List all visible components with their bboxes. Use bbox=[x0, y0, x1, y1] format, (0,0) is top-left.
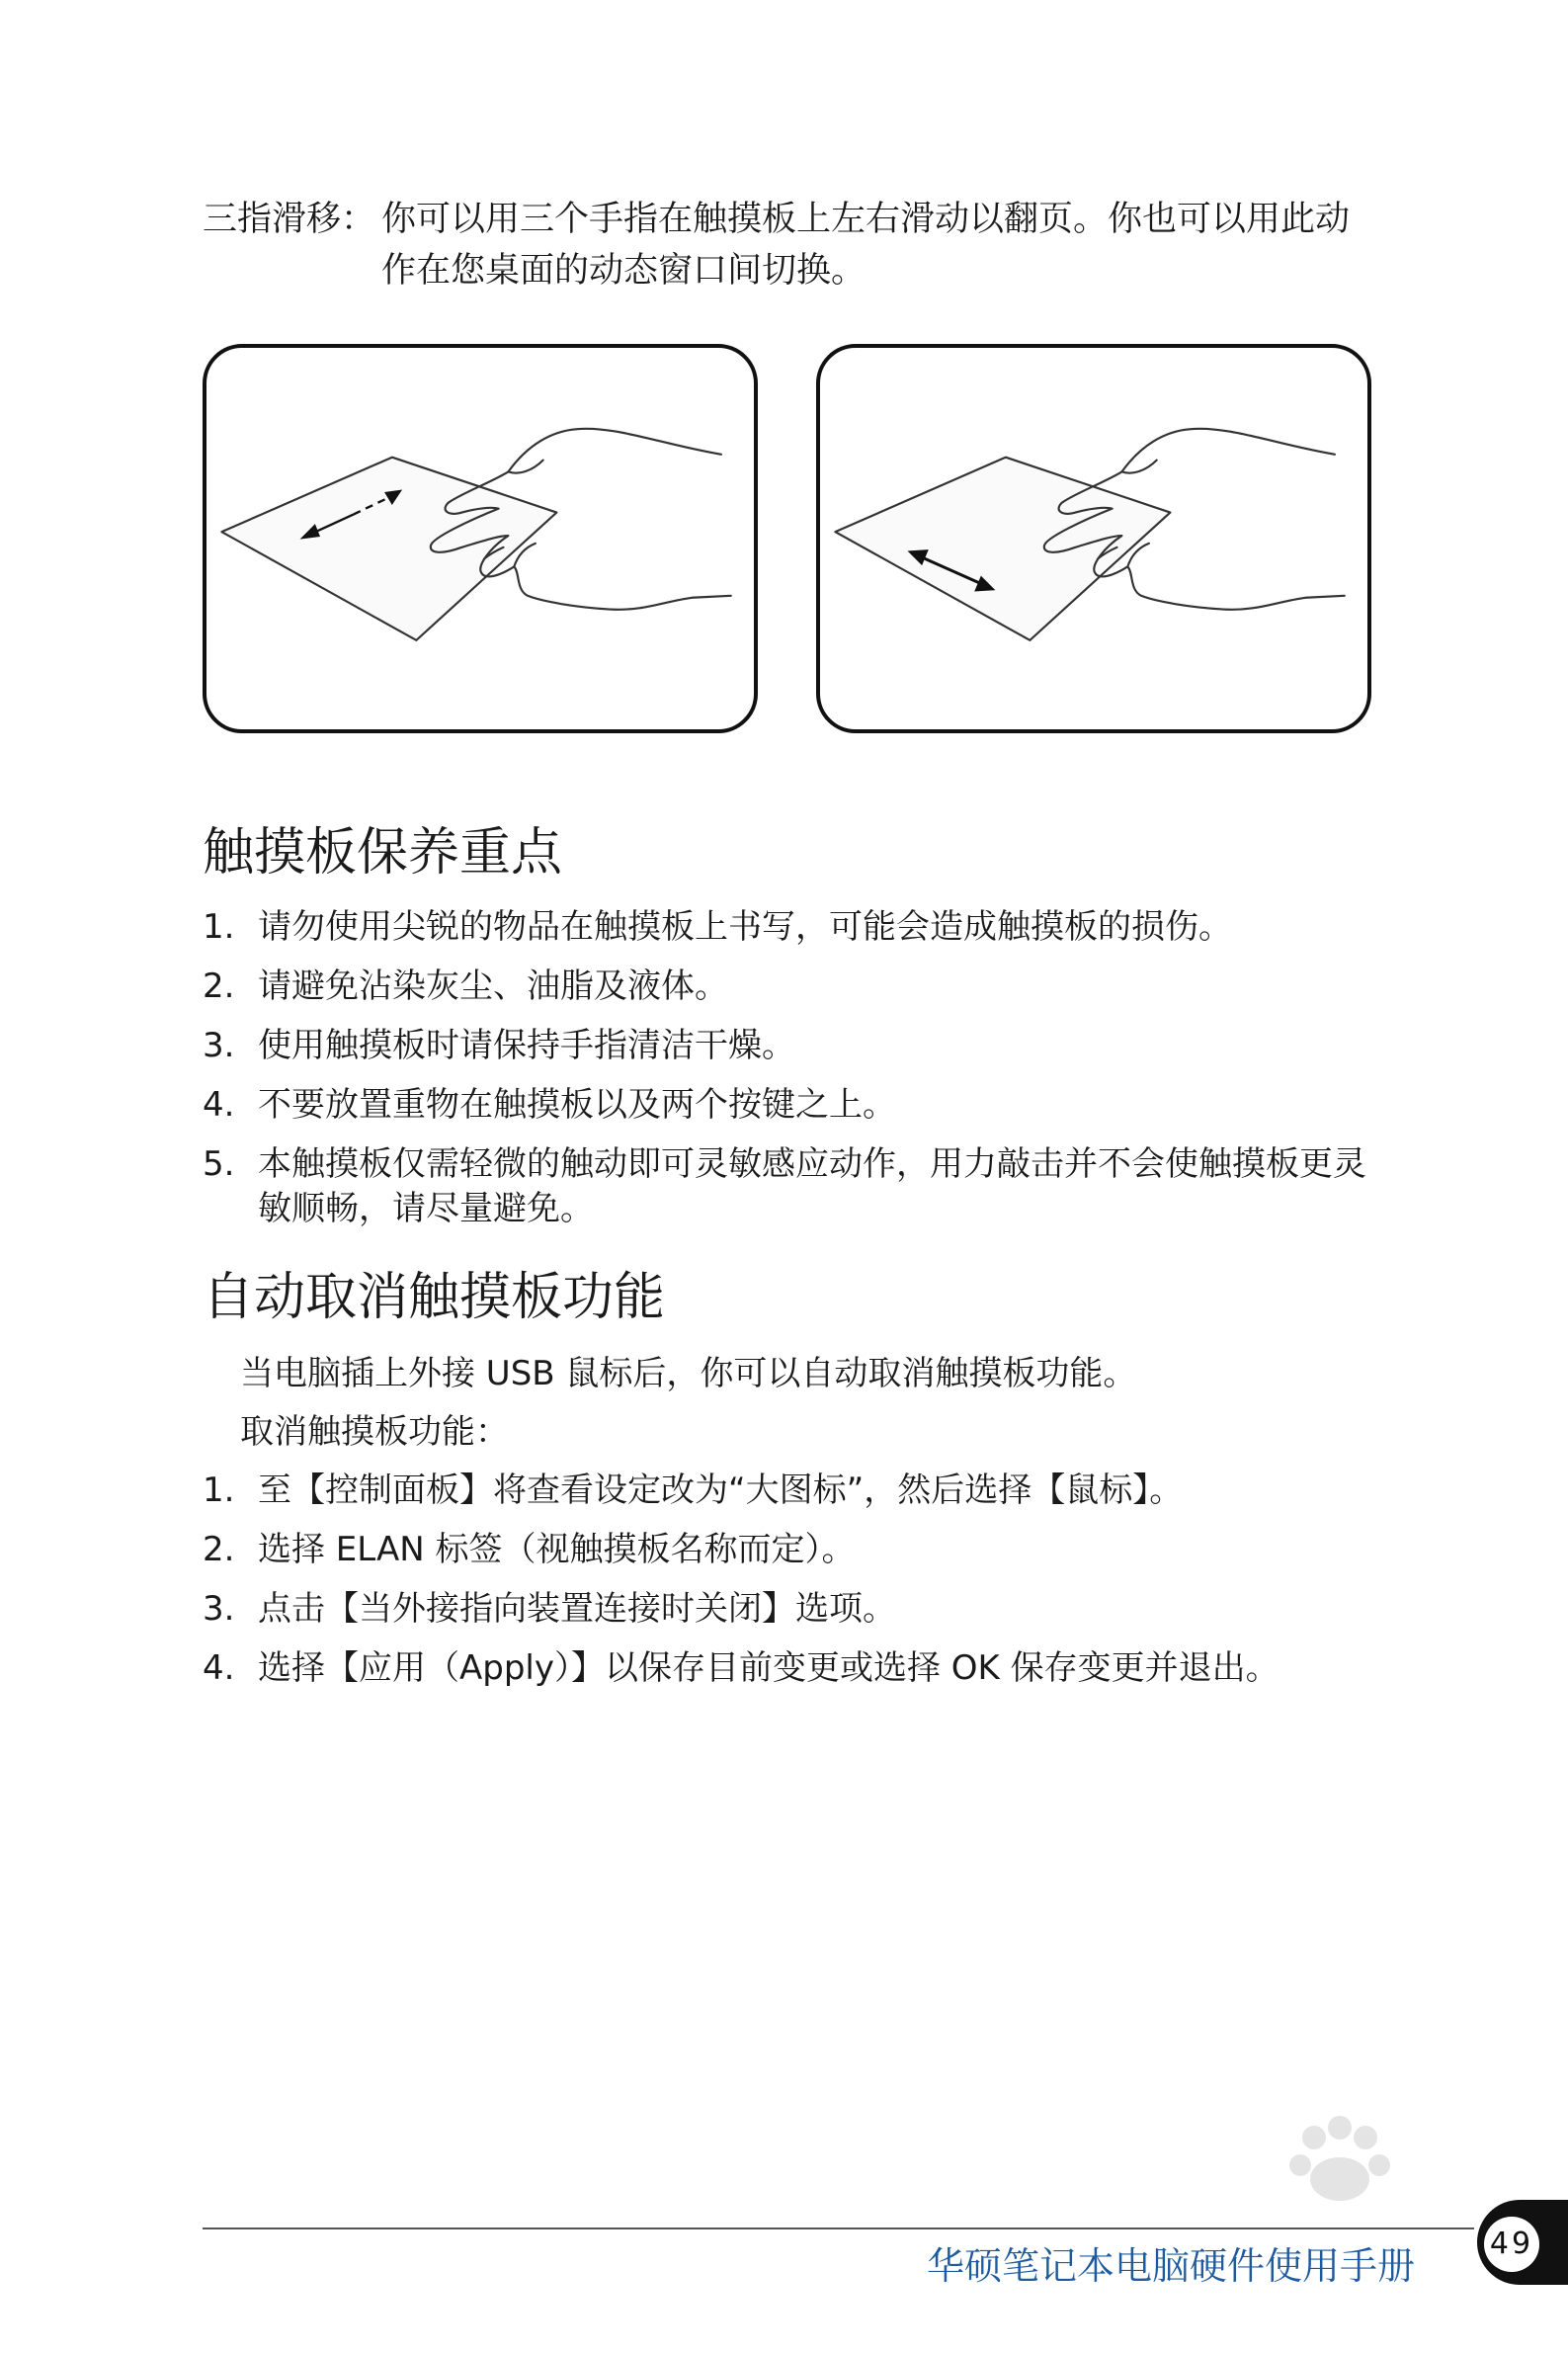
list-item bbox=[203, 1646, 1388, 1691]
gesture-term: 三指滑移： bbox=[203, 200, 376, 239]
list-number: 1. bbox=[203, 907, 235, 947]
auto-disable-steps-intro: 取消触摸板功能： bbox=[240, 1412, 509, 1452]
footer-manual-title: 华硕笔记本电脑硬件使用手册 bbox=[926, 2244, 1415, 2288]
list-text: 请勿使用尖锐的物品在触摸板上书写，可能会造成触摸板的损伤。 bbox=[258, 907, 1232, 947]
list-text: 本触摸板仅需轻微的触动即可灵敏感应动作，用力敲击并不会使触摸板更灵敏顺畅，请尽量避免。 bbox=[258, 1144, 1366, 1228]
list-text: 不要放置重物在触摸板以及两个按键之上。 bbox=[258, 1085, 896, 1125]
auto-disable-description: 当电脑插上外接 USB 鼠标后，你可以自动取消触摸板功能。 bbox=[240, 1354, 1137, 1393]
list-item bbox=[203, 1142, 1388, 1231]
illustration-swipe-horizontal bbox=[816, 344, 1371, 733]
list-item bbox=[203, 965, 1388, 1009]
list-item bbox=[203, 1083, 1388, 1128]
gesture-description-line2: 作在您桌面的动态窗口间切换。 bbox=[381, 251, 867, 291]
list-item bbox=[203, 1528, 1388, 1572]
list-item bbox=[203, 1587, 1388, 1632]
page-number: 49 bbox=[1484, 2217, 1539, 2272]
list-text: 选择 ELAN 标签（视触摸板名称而定）。 bbox=[258, 1530, 856, 1569]
list-number: 2. bbox=[203, 966, 235, 1006]
intro-paragraph bbox=[203, 194, 1388, 296]
section-title-auto-disable: 自动取消触摸板功能 bbox=[203, 1268, 666, 1327]
gesture-description-line1: 你可以用三个手指在触摸板上左右滑动以翻页。你也可以用此动 bbox=[381, 200, 1351, 239]
touchpad-hand-illustration-left bbox=[206, 348, 754, 729]
touchpad-care-list bbox=[203, 905, 1388, 1246]
list-number: 4. bbox=[203, 1648, 235, 1688]
gesture-description bbox=[381, 194, 1379, 296]
footer-rule bbox=[203, 2227, 1474, 2229]
list-item bbox=[203, 905, 1388, 950]
list-text: 使用触摸板时请保持手指清洁干燥。 bbox=[258, 1026, 795, 1065]
touchpad-hand-illustration-right bbox=[820, 348, 1367, 729]
list-text: 请避免沾染灰尘、油脂及液体。 bbox=[258, 966, 728, 1006]
list-item bbox=[203, 1469, 1388, 1513]
list-number: 5. bbox=[203, 1144, 235, 1184]
list-item bbox=[203, 1024, 1388, 1068]
list-text: 点击【当外接指向装置连接时关闭】选项。 bbox=[258, 1589, 896, 1629]
list-number: 3. bbox=[203, 1026, 235, 1065]
auto-disable-steps-list bbox=[203, 1469, 1388, 1706]
list-number: 2. bbox=[203, 1530, 235, 1569]
list-text: 选择【应用（Apply）】以保存目前变更或选择 OK 保存变更并退出。 bbox=[258, 1648, 1279, 1688]
list-number: 4. bbox=[203, 1085, 235, 1125]
list-number: 3. bbox=[203, 1589, 235, 1629]
list-text: 至【控制面板】将查看设定改为“大图标”，然后选择【鼠标】。 bbox=[258, 1471, 1184, 1510]
illustration-swipe-diagonal bbox=[203, 344, 758, 733]
list-number: 1. bbox=[203, 1471, 235, 1510]
section-title-touchpad-care: 触摸板保养重点 bbox=[203, 823, 563, 882]
